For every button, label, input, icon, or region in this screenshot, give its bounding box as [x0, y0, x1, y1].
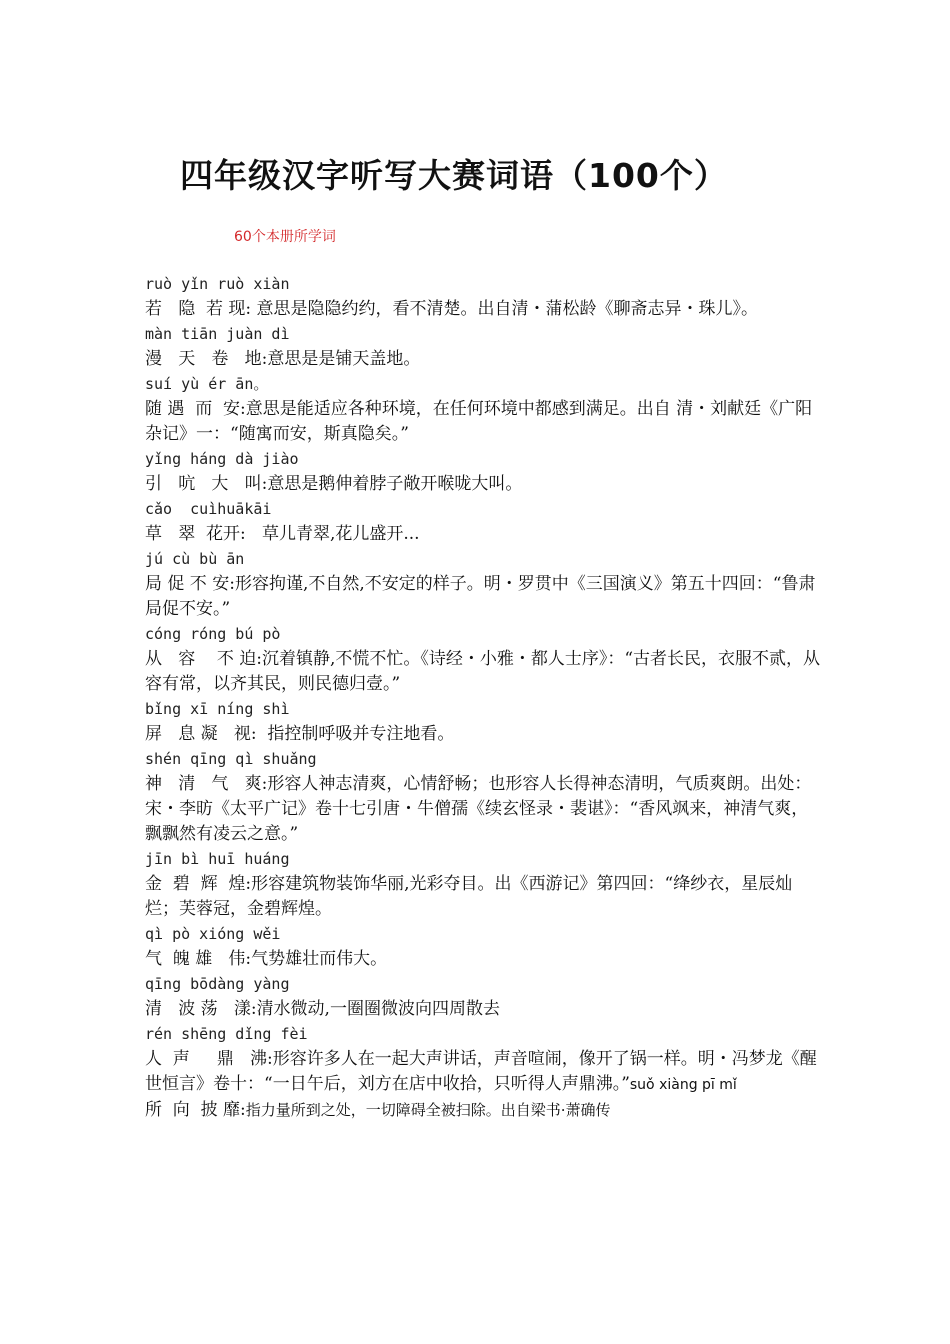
pinyin-line: qīng bōdàng yàng [145, 975, 290, 993]
idiom-meaning: 气势雄壮而伟大。 [251, 949, 388, 969]
vocab-entry [145, 972, 825, 1022]
idiom-meaning: 意思是是铺天盖地。 [267, 349, 421, 369]
pinyin-line: ruò yǐn ruò xiàn [145, 275, 290, 293]
definition-line [145, 347, 825, 372]
vocab-entry [145, 747, 825, 847]
definition-line [145, 997, 825, 1022]
idiom-word: 从 容 不 迫: [145, 649, 262, 669]
pinyin-line: cǎo cuìhuākāi [145, 500, 272, 518]
pinyin-line: qì pò xióng wěi [145, 925, 281, 943]
pinyin-line: màn tiān juàn dì [145, 325, 290, 343]
pinyin-line: yǐng háng dà jiào [145, 450, 299, 468]
vocab-entry [145, 547, 825, 622]
idiom-meaning: 意思是隐隐约约，看不清楚。出自清・蒲松龄《聊斋志异・珠儿》。 [251, 299, 759, 319]
definition-line [145, 772, 825, 847]
vocab-entry [145, 322, 825, 372]
idiom-word: 所 向 披 靡: [145, 1100, 246, 1120]
vocab-entry [145, 272, 825, 322]
definition-line [145, 397, 825, 447]
idiom-word: 金 碧 辉 煌: [145, 874, 252, 894]
idiom-word: 局 促 不 安: [145, 574, 235, 594]
idiom-meaning: 形容许多人在一起大声讲话，声音喧闹，像开了锅一样。明・冯梦龙《醒世恒言》卷十：“一日午后，刘方在店中收拾，只听得人声鼎沸。” [145, 1049, 817, 1094]
definition-line [145, 1098, 825, 1123]
pinyin-line: shén qīng qì shuǎng [145, 750, 317, 768]
definition-line [145, 872, 825, 922]
idiom-meaning: 形容拘谨,不自然,不安定的样子。明・罗贯中《三国演义》第五十四回：“鲁肃局促不安。” [145, 574, 816, 619]
vocab-entry [145, 1022, 825, 1098]
vocab-entry [145, 922, 825, 972]
idiom-word: 随 遇 而 安: [145, 399, 246, 419]
next-pinyin-inline: suǒ xiàng pī mǐ [629, 1077, 737, 1093]
vocabulary-list [145, 272, 825, 1123]
idiom-meaning: 清水微动,一圈圈微波向四周散去 [256, 999, 500, 1019]
pinyin-line: rén shēng dǐng fèi [145, 1025, 308, 1043]
idiom-meaning: 形容建筑物装饰华丽,光彩夺目。出《西游记》第四回：“绛纱衣，星辰灿烂；芙蓉冠，金碧辉煌。 [145, 874, 793, 919]
idiom-word: 若 隐 若 现: [145, 299, 252, 319]
vocab-entry [145, 497, 825, 547]
idiom-meaning: 意思是鹅伸着脖子敞开喉咙大叫。 [267, 474, 523, 494]
vocab-entry [145, 447, 825, 497]
idiom-meaning: 草儿青翠,花儿盛开... [245, 524, 420, 544]
page-subtitle: 60个本册所学词 [234, 229, 336, 245]
definition-line [145, 297, 825, 322]
vocab-entry [145, 622, 825, 697]
definition-line [145, 1047, 825, 1098]
idiom-word: 漫 天 卷 地: [145, 349, 268, 369]
idiom-word: 草 翠 花开: [145, 524, 246, 544]
idiom-word: 气 魄 雄 伟: [145, 949, 252, 969]
idiom-meaning: 意思是能适应各种环境，在任何环境中都感到满足。出自 清・刘献廷《广阳杂记》一：“随寓而安，斯真隐矣。” [145, 399, 813, 444]
page-title: 四年级汉字听写大赛词语（100个） [180, 156, 728, 195]
idiom-word: 神 清 气 爽: [145, 774, 268, 794]
pinyin-line: bǐng xī níng shì [145, 700, 290, 718]
idiom-meaning: 指控制呼吸并专注地看。 [256, 724, 455, 744]
pinyin-line: jú cù bù ān [145, 550, 245, 568]
definition-line [145, 722, 825, 747]
pinyin-line: suí yù ér ān。 [145, 375, 269, 393]
vocab-entry [145, 697, 825, 747]
vocab-entry [145, 847, 825, 922]
idiom-word: 清 波 荡 漾: [145, 999, 257, 1019]
pinyin-line: cóng róng bú pò [145, 625, 281, 643]
definition-line [145, 472, 825, 497]
definition-line [145, 947, 825, 972]
idiom-word: 人 声 鼎 沸: [145, 1049, 273, 1069]
pinyin-line: jīn bì huī huáng [145, 850, 290, 868]
definition-line [145, 647, 825, 697]
definition-line [145, 522, 825, 547]
definition-line [145, 572, 825, 622]
idiom-meaning: 沉着镇静,不慌不忙。《诗经・小雅・都人士序》：“古者长民，衣服不贰，从容有常，以齐其民，则民德归壹。” [145, 649, 821, 694]
vocab-entry [145, 372, 825, 447]
idiom-meaning: 指力量所到之处，一切障碍全被扫除。出自梁书·萧确传 [245, 1101, 611, 1119]
idiom-meaning: 形容人神志清爽，心情舒畅；也形容人长得神态清明，气质爽朗。出处：宋・李昉《太平广记》卷十七引唐・牛僧孺《续玄怪录・裴谌》：“香风飒来，神清气爽，飘飘然有凌云之意。” [145, 774, 812, 844]
idiom-word: 引 吭 大 叫: [145, 474, 268, 494]
vocab-entry [145, 1098, 825, 1123]
idiom-word: 屏 息 凝 视: [145, 724, 257, 744]
